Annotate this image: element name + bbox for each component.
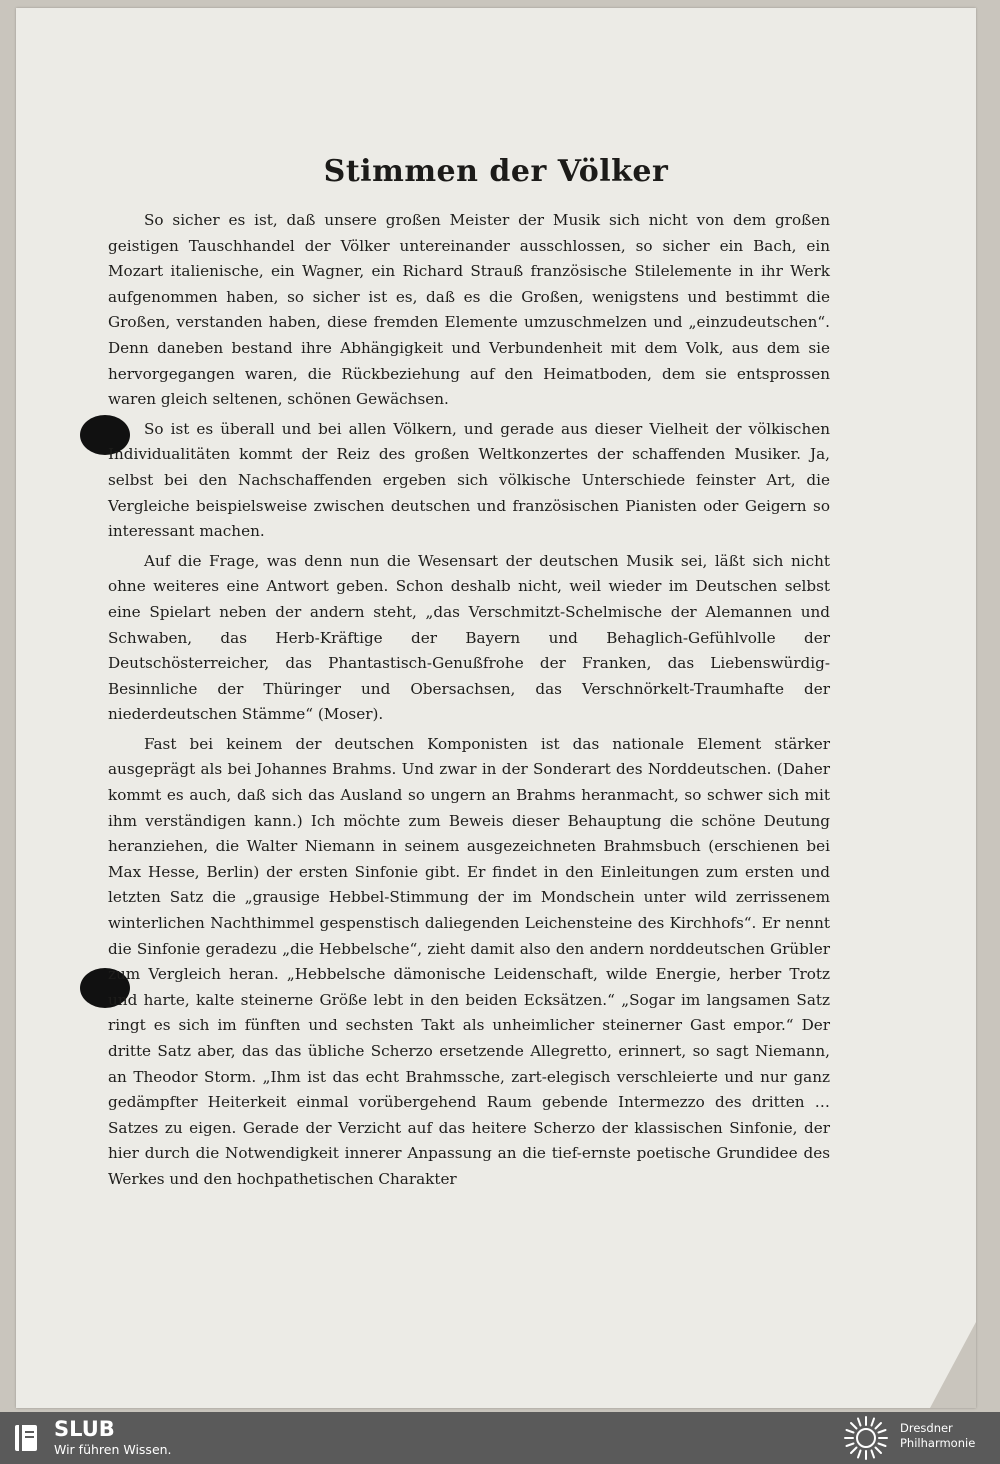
slub-book-icon[interactable]: [12, 1423, 42, 1453]
orchestra-name[interactable]: [900, 1421, 996, 1451]
paragraph: So sicher es ist, daß unsere großen Meister der Musik sich nicht von dem großen geistigen Tauschhandel der Völker untereinander ausschlossen, so sicher ein Bach, ein Mozart italienische, ein Wagner, ein Richard Strauß französische Stilelemente in ihr Werk aufgenommen haben, so sicher ist es, daß es die Großen, wenigstens und bestimmt die Großen, verstanden haben, diese fremden Elemente umzuschmelzen und „einzudeutschen“. Denn daneben bestand ihre Abhängigkeit und Verbundenheit mit dem Volk, aus dem sie hervorgegangen waren, die Rückbeziehung auf den Heimatboden, dem sie entsprossen waren gleich seltenen, schönen Gewächsen.: [108, 211, 830, 409]
footer-bar: [0, 1412, 1000, 1464]
page-title: Stimmen der Völker: [323, 154, 669, 189]
starburst-circle-icon[interactable]: [842, 1414, 890, 1462]
orchestra-name-line2: Philharmonie: [900, 1436, 976, 1450]
slub-name[interactable]: SLUB: [54, 1417, 115, 1441]
paragraph: Auf die Frage, was denn nun die Wesensart der deutschen Musik sei, läßt sich nicht ohne weiteres eine Antwort geben. Schon deshalb nicht, weil wieder im Deutschen selbst eine Spielart neben der andern steht, „das Verschmitzt-Schelmische der Alemannen und Schwaben, das Herb-Kräftige der Bayern und Behaglich-Gefühlvolle der Deutschösterreicher, das Phantastisch-Genußfrohe der Franken, das Liebenswürdig-Besinnliche der Thüringer und Obersachsen, das Verschnörkelt-Traumhafte der niederdeutschen Stämme“ (Moser).: [108, 551, 830, 724]
document-page: [16, 8, 976, 1408]
orchestra-name-line1: Dresdner: [900, 1421, 953, 1435]
paragraph: Fast bei keinem der deutschen Komponisten ist das nationale Element stärker ausgeprägt als bei Johannes Brahms. Und zwar in der Sonderart des Norddeutschen. (Daher kommt es auch, daß sich das Ausland so ungern an Brahms heranmacht, so schwer sich mit ihm verständigen kann.) Ich möchte zum Beweis dieser Behauptung die schöne Deutung heranziehen, die Walter Niemann in seinem ausgezeichneten Brahmsbuch (erschienen bei Max Hesse, Berlin) der ersten Sinfonie gibt. Er findet in den Einleitungen zum ersten und letzten Satz die „grausige Hebbel-Stimmung der im Mondschein unter wild zerrissenem winterlichen Nachthimmel gespenstisch daliegenden Leichensteine des Kirchhofs“. Er nennt die Sinfonie geradezu „die Hebbelsche“, zieht damit also den andern norddeutschen Grübler zum Vergleich heran. „Hebbelsche dämonische Leidenschaft, wilde Energie, herber Trotz und harte, kalte steinerne Größe lebt in den beiden Ecksätzen.“ „Sogar im langsamen Satz ringt es sich im fünften und sechsten Takt als unheimlicher steinerner Gast empor.“ Der dritte Satz aber, das das übliche Scherzo ersetzende Allegretto, erinnert, so sagt Niemann, an Theodor Storm. „Ihm ist das echt Brahmssche, zart-elegisch verschleierte und nur ganz gedämpfter Heiterkeit einmal vorübergehend Raum gebende Intermezzo des dritten … Satzes zu eigen. Gerade der Verzicht auf das heitere Scherzo der klassischen Sinfonie, der hier durch die Notwendigkeit innerer Anpassung an die tief-ernste poetische Grundidee des Werkes und den hochpathetischen Charakter: [108, 734, 830, 1188]
body-text: [108, 208, 830, 1197]
paragraph: So ist es überall und bei allen Völkern, und gerade aus dieser Vielheit der völkischen Individualitäten kommt der Reiz des großen Weltkonzertes der schaffenden Musiker. Ja, selbst bei den Nachschaffenden ergeben sich völkische Unterschiede feinster Art, die Vergleiche beispielsweise zwischen deutschen und französischen Pianisten oder Geigern so interessant machen.: [108, 419, 830, 541]
torn-corner: [930, 1322, 976, 1408]
slub-tagline: Wir führen Wissen.: [54, 1442, 172, 1457]
